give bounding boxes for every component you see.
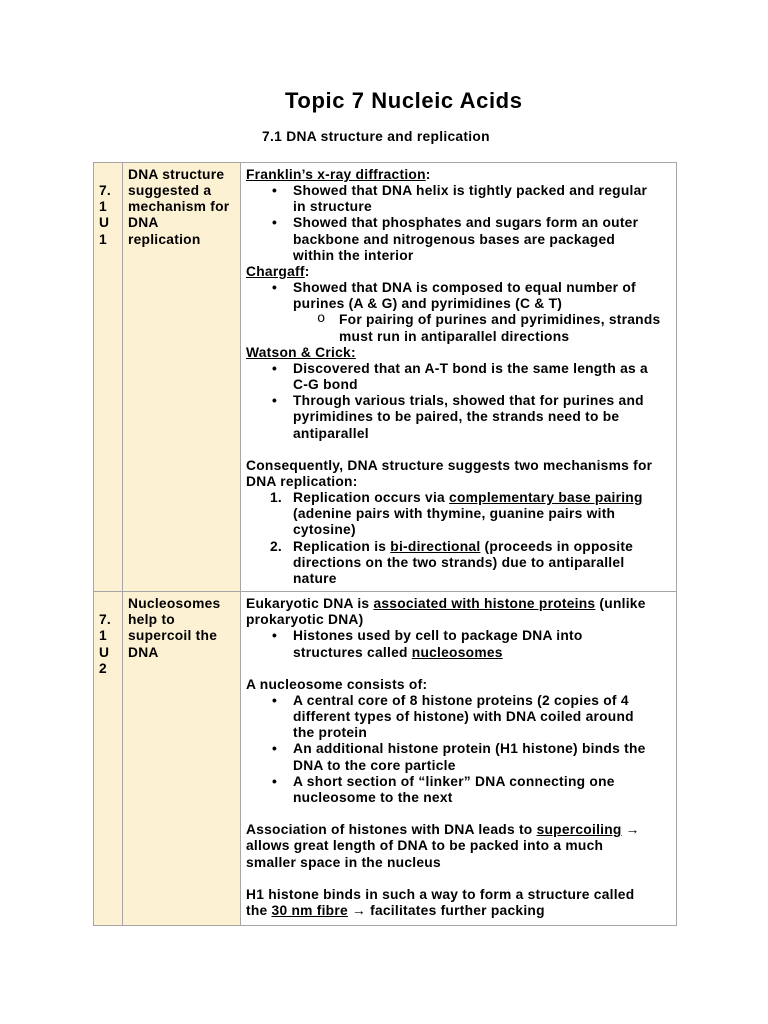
text-run: (proceeds in opposite directions on the two strands) due to antiparallel nature: [293, 538, 634, 586]
paragraph: [246, 596, 673, 628]
text-run: :: [425, 167, 431, 182]
bullet-item: [246, 741, 673, 773]
text-run: H1 histone binds in such a way to form a structure called the: [246, 886, 635, 918]
topic-text: Nucleosomes help to supercoil the DNA: [128, 596, 221, 660]
text-run: For pairing of purines and pyrimidines, strands must run in antiparallel directions: [339, 312, 661, 344]
underlined-term: associated with histone proteins: [373, 596, 596, 612]
paragraph: [246, 887, 673, 919]
reference-code-line: 7.: [99, 183, 112, 199]
study-notes-table: [93, 162, 677, 926]
numbered-item: [246, 539, 673, 587]
paragraph: [246, 677, 673, 693]
bullet-list: [246, 183, 673, 264]
reference-code-line: 1: [99, 628, 107, 644]
text-run: (adenine pairs with thymine, guanine pairs with cytosine): [293, 506, 616, 538]
list-number: 1.: [270, 490, 283, 506]
bullet-item: [246, 280, 673, 345]
blank-line: [246, 442, 673, 458]
paragraph: [246, 264, 673, 280]
reference-code-line: U: [99, 215, 110, 231]
paragraph: [246, 167, 673, 183]
topic-cell: [123, 592, 241, 926]
underlined-term: nucleosomes: [411, 644, 503, 660]
notes-content: [246, 596, 673, 919]
bullet-item: [246, 361, 673, 393]
list-number: 2.: [270, 538, 283, 554]
text-run: A central core of 8 histone proteins (2 copies of 4 different types of histone) with DNA coiled around the protein: [293, 692, 634, 741]
text-run: (unlike prokaryotic DNA): [246, 596, 646, 628]
notes-content: [246, 167, 673, 587]
underlined-term: Franklin’s x-ray diffraction: [246, 167, 426, 182]
bullet-item: [246, 693, 673, 741]
sub-bullet-item: [293, 312, 673, 344]
text-run: Showed that DNA helix is tightly packed and regular in structure: [293, 183, 648, 215]
bullet-item: [246, 774, 673, 806]
bullet-list: [246, 693, 673, 806]
text-run: Showed that phosphates and sugars form an outer backbone and nitrogenous bases are packaged within the interior: [293, 215, 639, 263]
reference-code-line: U: [99, 644, 110, 660]
table-body: [94, 163, 677, 926]
blank-line: [246, 661, 673, 677]
reference-code-cell: [94, 592, 123, 926]
underlined-term: Chargaff: [246, 263, 305, 279]
underlined-term: Watson & Crick:: [246, 344, 356, 360]
reference-code: [99, 183, 119, 248]
underlined-term: 30 nm fibre: [271, 902, 348, 918]
text-run: Discovered that an A-T bond is the same length as a C-G bond: [293, 360, 648, 393]
text-run: A nucleosome consists of:: [246, 676, 428, 692]
paragraph: [246, 345, 673, 361]
numbered-list: [246, 490, 673, 587]
text-run: Replication occurs via: [293, 490, 450, 506]
text-run: Eukaryotic DNA is: [246, 596, 374, 612]
text-run: :: [304, 263, 310, 279]
blank-line: [246, 871, 673, 887]
table-row: [94, 592, 677, 926]
page-title: Topic 7 Nucleic Acids: [285, 88, 523, 113]
bullet-item: [246, 393, 673, 441]
table-row: [94, 163, 677, 592]
underlined-term: bi-directional: [390, 538, 481, 554]
numbered-item: [246, 490, 673, 538]
topic-text: DNA structure suggested a mechanism for DNA replication: [128, 167, 230, 247]
reference-code-line: 1: [99, 231, 107, 247]
bullet-list: [246, 628, 673, 660]
section-subtitle: 7.1 DNA structure and replication: [262, 129, 490, 144]
paragraph: [246, 458, 673, 490]
reference-code-line: 2: [99, 660, 107, 676]
text-run: → allows great length of DNA to be packed into a much smaller space in the nucleus: [246, 822, 640, 870]
reference-code-line: 1: [99, 199, 107, 215]
bullet-list: [246, 361, 673, 442]
underlined-term: supercoiling: [536, 822, 622, 838]
bullet-item: [246, 628, 673, 660]
text-run: A short section of “linker” DNA connecting one nucleosome to the next: [293, 773, 615, 805]
bullet-item: [246, 183, 673, 215]
text-run: Association of histones with DNA leads to: [246, 822, 537, 838]
text-run: Histones used by cell to package DNA into structures called: [293, 628, 583, 660]
notes-cell: [241, 163, 677, 592]
text-run: Replication is: [293, 538, 391, 554]
blank-line: [246, 806, 673, 822]
text-run: → facilitates further packing: [347, 902, 545, 918]
text-run: Showed that DNA is composed to equal number of purines (A & G) and pyrimidines (C & T): [293, 280, 636, 312]
text-run: An additional histone protein (H1 histone) binds the DNA to the core particle: [293, 741, 646, 773]
topic-cell: [123, 163, 241, 592]
notes-cell: [241, 592, 677, 926]
reference-code: [99, 612, 119, 677]
text-run: Through various trials, showed that for purines and pyrimidines to be paired, the strands need to be antiparallel: [293, 393, 644, 441]
paragraph: [246, 822, 673, 870]
reference-code-line: 7.: [99, 612, 112, 628]
bullet-item: [246, 215, 673, 263]
reference-code-cell: [94, 163, 123, 592]
underlined-term: complementary base pairing: [449, 490, 643, 506]
text-run: Consequently, DNA structure suggests two mechanisms for DNA replication:: [246, 457, 653, 489]
bullet-list: [246, 280, 673, 345]
